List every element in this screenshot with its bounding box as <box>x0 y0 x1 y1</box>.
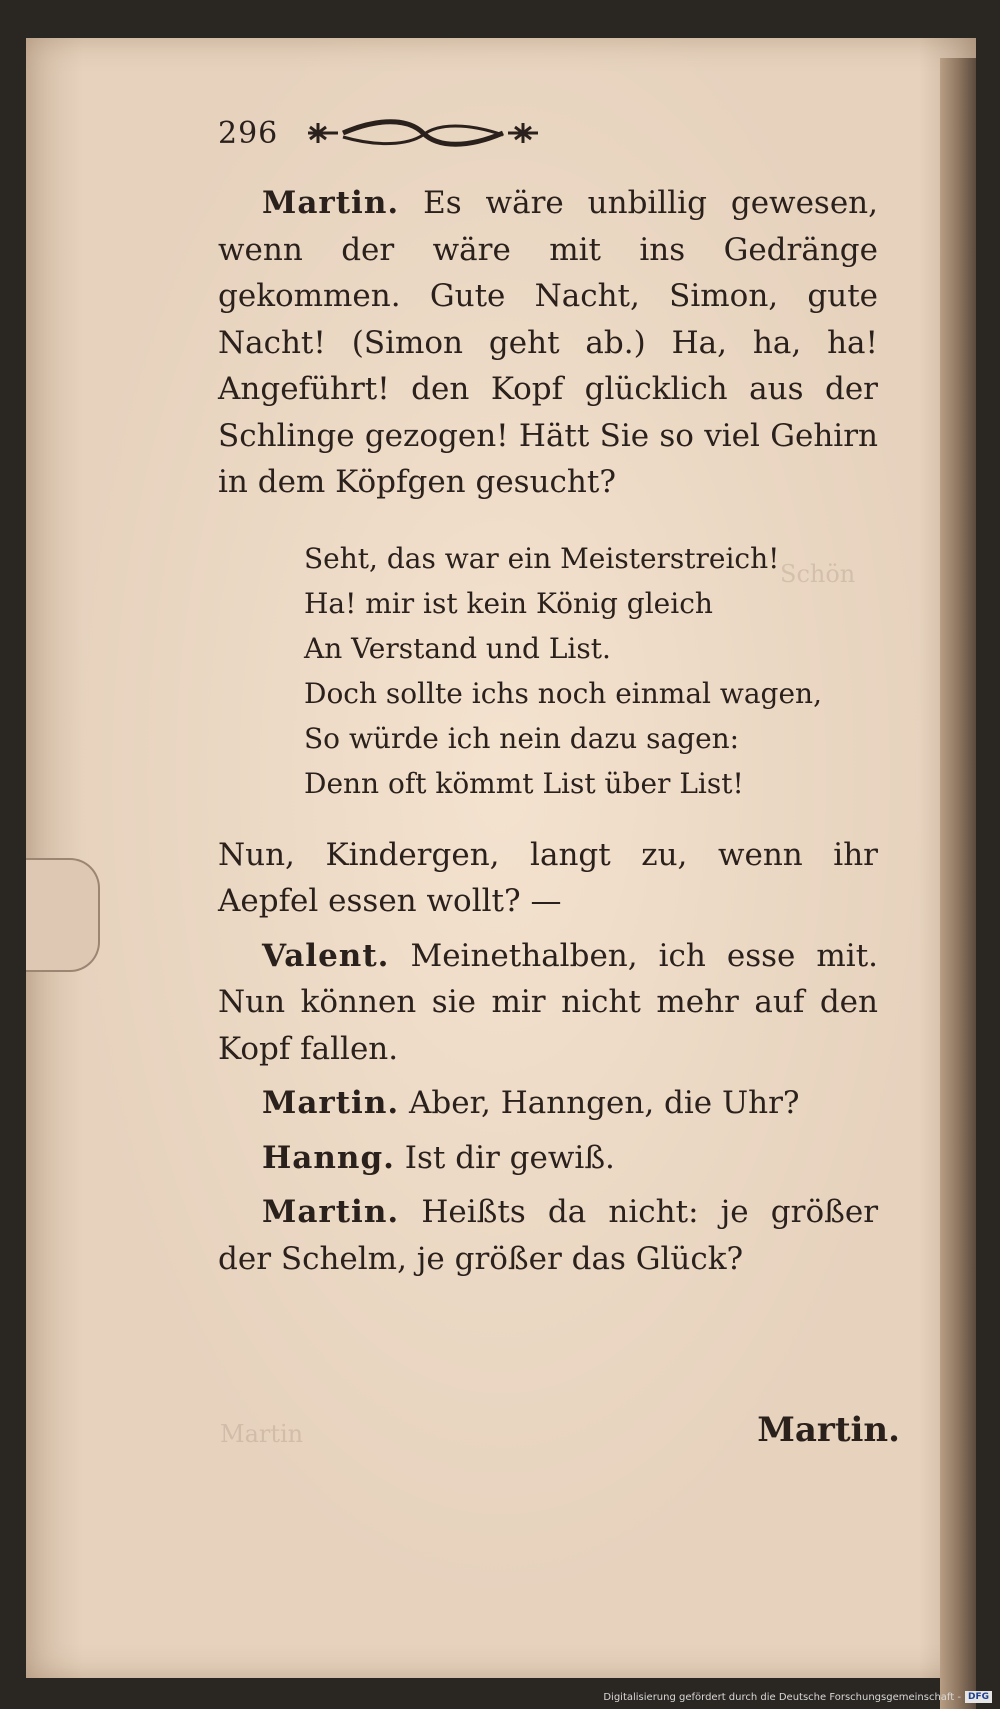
credit-text: Digitalisierung gefördert durch die Deutsche Forschungsgemeinschaft - <box>603 1691 961 1703</box>
digitization-credit <box>603 1691 992 1703</box>
page-number: 296 <box>218 115 279 151</box>
speech-text: Aber, Hanngen, die Uhr? <box>409 1085 800 1121</box>
verse-stanza <box>304 536 878 806</box>
catchword: Martin. <box>757 1410 900 1450</box>
speech-text: Es wäre unbillig gewesen, wenn der wäre mit ins Gedränge gekommen. Gute Nacht, Simon, gute Nacht! (Simon geht ab.) Ha, ha, ha! Angeführt! den Kopf glücklich aus der Schlinge gezogen! Hätt Sie so viel Gehirn in dem Köpfgen gesucht? <box>218 185 878 500</box>
verse-line: So würde ich nein dazu sagen: <box>304 721 740 755</box>
speaker-name: Martin. <box>262 1085 400 1121</box>
speech-text: Ist dir gewiß. <box>404 1139 615 1176</box>
ornament-icon <box>298 113 548 153</box>
dialogue-paragraph <box>218 1189 878 1282</box>
verse-line: Doch sollte ichs noch einmal wagen, <box>304 676 822 710</box>
dialogue-paragraph <box>218 933 878 1073</box>
dialogue-paragraph: Nun, Kindergen, langt zu, wenn ihr Aepfel essen wollt? — <box>218 836 878 919</box>
verse-line: Denn oft kömmt List über List! <box>304 766 744 800</box>
verse-line: An Verstand und List. <box>304 631 611 665</box>
speaker-name: Valent. <box>262 937 390 974</box>
page-header <box>218 110 878 156</box>
page-clip-tab <box>26 858 100 972</box>
dialogue-paragraph <box>218 1080 878 1127</box>
speech-text: Meinethalben, ich esse mit. Nun können sie mir nicht mehr auf den Kopf fallen. <box>218 937 879 1067</box>
dialogue-paragraph <box>218 1135 878 1182</box>
dfg-logo-icon: DFG <box>965 1691 992 1703</box>
verse-line: Seht, das war ein Meisterstreich! <box>304 541 780 575</box>
book-spine <box>940 58 976 1709</box>
speech-text: Heißts da nicht: je größer der Schelm, je größer das Glück? <box>218 1194 879 1277</box>
verse-line: Ha! mir ist kein König gleich <box>304 586 713 620</box>
speaker-name: Martin. <box>262 1194 400 1230</box>
speaker-name: Martin. <box>262 185 400 221</box>
page-text-block <box>218 110 878 1282</box>
dialogue-paragraph <box>218 180 878 506</box>
speaker-name: Hanng. <box>262 1139 395 1176</box>
